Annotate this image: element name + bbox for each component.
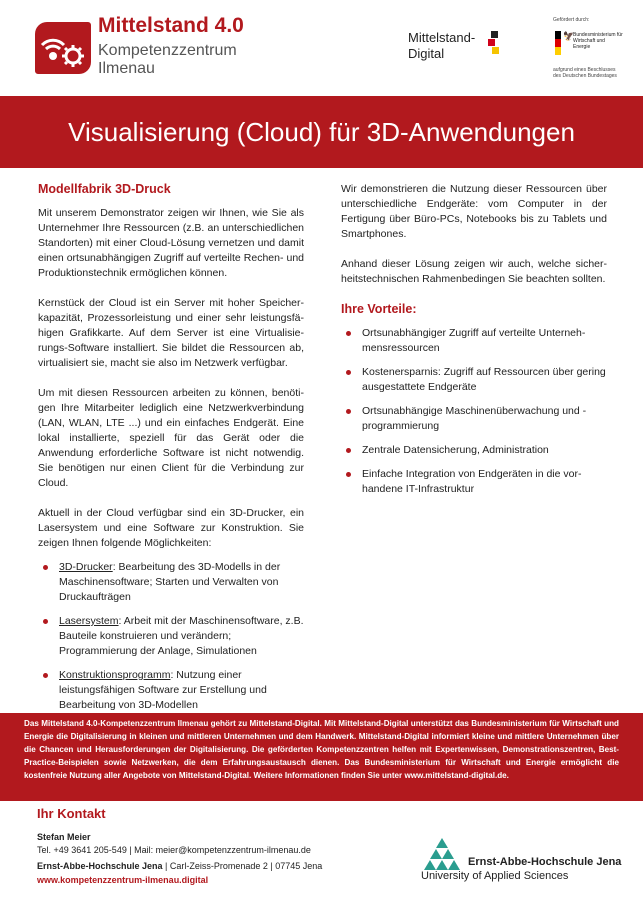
bmwi-resolution: aufgrund eines Beschlusses des Deutschen Bundestages bbox=[553, 67, 617, 79]
list-term: Lasersystem bbox=[59, 615, 119, 627]
contact-name: Stefan Meier bbox=[37, 832, 91, 842]
list-item: Zentrale Datensicherung, Administration bbox=[341, 443, 607, 458]
list-item: Ortsunabhängiger Zugriff auf verteilte Unternehmensressourcen bbox=[341, 326, 607, 356]
section-heading-modellfabrik: Modellfabrik 3D-Druck bbox=[38, 182, 171, 196]
paragraph: Mit unserem Demonstrator zeigen wir Ihnen, wie Sie als Unternehmer Ihre Ressourcen (z.B. an unterschiedlichen Standorten) mit einer Cloud-Lösung vernetzen und damit einen ortsunabhängigen Zugriff auf verteilte Rechen- und Produktionstechnik ermöglichen können. bbox=[38, 207, 304, 279]
list-item: Kostenersparnis: Zugriff auf Ressourcen über gering ausgestattete Endgeräte bbox=[341, 365, 607, 395]
contact-address-line bbox=[37, 861, 322, 871]
german-flag-icon bbox=[555, 31, 561, 55]
list-item bbox=[38, 668, 304, 713]
mittelstand-logo-icon bbox=[35, 22, 91, 74]
paragraph: Aktuell in der Cloud verfügbar sind ein 3D-Drucker, ein Lasersystem und eine Software zur Konstruktion. Sie zeigen Ihnen folgende Möglichkeiten: bbox=[38, 507, 304, 549]
eah-name: Ernst-Abbe-Hochschule Jena bbox=[468, 856, 622, 868]
paragraph: Kernstück der Cloud ist ein Server mit hoher Speicherkapazität, Prozessorleistung und einer sehr leistungsfähigen Grafikkarte. Auf dem Server ist eine Virtualisierungs-Software installiert. Sie bildet die Ressourcen ab, virtualisiert sie, macht sie also im Netzwerk verfügbar. bbox=[38, 297, 304, 369]
advantages-list bbox=[341, 326, 607, 497]
capabilities-list bbox=[38, 560, 304, 713]
info-footer-band bbox=[0, 713, 643, 801]
list-item: Ortsunabhängige Maschinenüberwachung und -programmierung bbox=[341, 404, 607, 434]
title-banner bbox=[0, 96, 643, 168]
paragraph: Wir demonstrieren die Nutzung dieser Ressourcen über unterschiedliche Endgeräte: vom Computer in der Fertigung über Büro-PCs, Notebooks bis zu Tablets und Smartphones. bbox=[341, 183, 607, 240]
bmwi-logo bbox=[553, 17, 623, 81]
footer-text: Das Mittelstand 4.0-Kompetenzzentrum Ilmenau gehört zu Mittelstand-Digital. Mit Mittelstand-Digital unterstützt das Bundesministerium für Wirtschaft und Energie die Digitalisierung in kleinen und mittleren Unternehmen und dem Handwerk. Mittelstand-Digital informiert kleine und mittlere Unternehmen über die Chancen und Herausforderungen der Digitalisierung. Die geförderten Kompetenzzentren helfen mit Expertenwissen, Demonstrationszentren, Best-Practice-Beispielen sowie Netzwerken, die dem Erfahrungsaustausch dienen. Das Bundesministerium für Wirtschaft und Energie ermöglicht die kostenfreie Nutzung aller Angebote von Mittelstand-Digital. Weitere Informationen finden Sie unter www.mittelstand-digital.de. bbox=[24, 719, 619, 780]
list-text: : Arbeit mit der Maschinensoftware, z.B. Bauteile konstruieren und verändern; Programmierung der Anlage, Simulationen bbox=[59, 615, 304, 657]
eagle-icon: 🦅 bbox=[563, 31, 575, 41]
page-title: Visualisierung (Cloud) für 3D-Anwendungen bbox=[68, 116, 575, 147]
list-term: Konstruktionsprogramm bbox=[59, 669, 171, 681]
right-column bbox=[341, 182, 607, 506]
md-line-1: Mittelstand- bbox=[408, 30, 476, 45]
paragraph: Um mit diesen Ressourcen arbeiten zu können, benötigen Ihre Mitarbeiter lediglich eine Netzwerkverbindung (LAN, WLAN, LTE ...) und ein einfaches Endgerät. Eine lokal installierte, speziell für das Gerät oder die Anwendung erforderliche Software ist nicht notwendig. Sie benötigen nur einen Client für die Verbindung zur Cloud. bbox=[38, 387, 304, 489]
logo-subtitle-1: Kompetenzzentrum bbox=[98, 42, 237, 59]
logo-title: Mittelstand 4.0 bbox=[98, 14, 244, 37]
list-text: : Nutzung einer leistungsfähigen Software zur Erstellung und Bearbeitung von 3D-Modellen bbox=[59, 669, 267, 711]
list-item bbox=[38, 560, 304, 605]
left-column bbox=[38, 182, 304, 722]
section-heading-vorteile: Ihre Vorteile: bbox=[341, 302, 417, 316]
paragraph: Anhand dieser Lösung zeigen wir auch, welche sicherheitstechnischen Rahmenbedingen Sie beachten sollten. bbox=[341, 258, 607, 285]
list-term: 3D-Drucker bbox=[59, 561, 113, 573]
contact-address: | Carl-Zeiss-Promenade 2 | 07745 Jena bbox=[162, 861, 323, 871]
md-line-2: Digital bbox=[408, 46, 445, 61]
contact-org: Ernst-Abbe-Hochschule Jena bbox=[37, 861, 163, 871]
list-text: : Bearbeitung des 3D-Modells in der Maschinensoftware; Starten und Verwalten von Druckaufträgen bbox=[59, 561, 281, 603]
mittelstand-digital-logo bbox=[408, 30, 475, 62]
list-item: Einfache Integration von Endgeräten in die vorhandene IT-Infrastruktur bbox=[341, 467, 607, 497]
contact-website-link[interactable]: www.kompetenzzentrum-ilmenau.digital bbox=[37, 875, 209, 885]
page-header bbox=[0, 0, 643, 96]
bmwi-name: Bundesministerium für Wirtschaft und Energie bbox=[573, 32, 623, 50]
list-item bbox=[38, 614, 304, 659]
contact-heading: Ihr Kontakt bbox=[37, 806, 106, 821]
eah-subtitle: University of Applied Sciences bbox=[421, 870, 569, 882]
logo-subtitle-2: Ilmenau bbox=[98, 60, 155, 77]
mittelstand-digital-dots-icon bbox=[488, 31, 500, 55]
bmwi-funded-by: Gefördert durch: bbox=[553, 17, 590, 23]
contact-phone-mail: Tel. +49 3641 205-549 | Mail: meier@kompetenzzentrum-ilmenau.de bbox=[37, 845, 311, 855]
